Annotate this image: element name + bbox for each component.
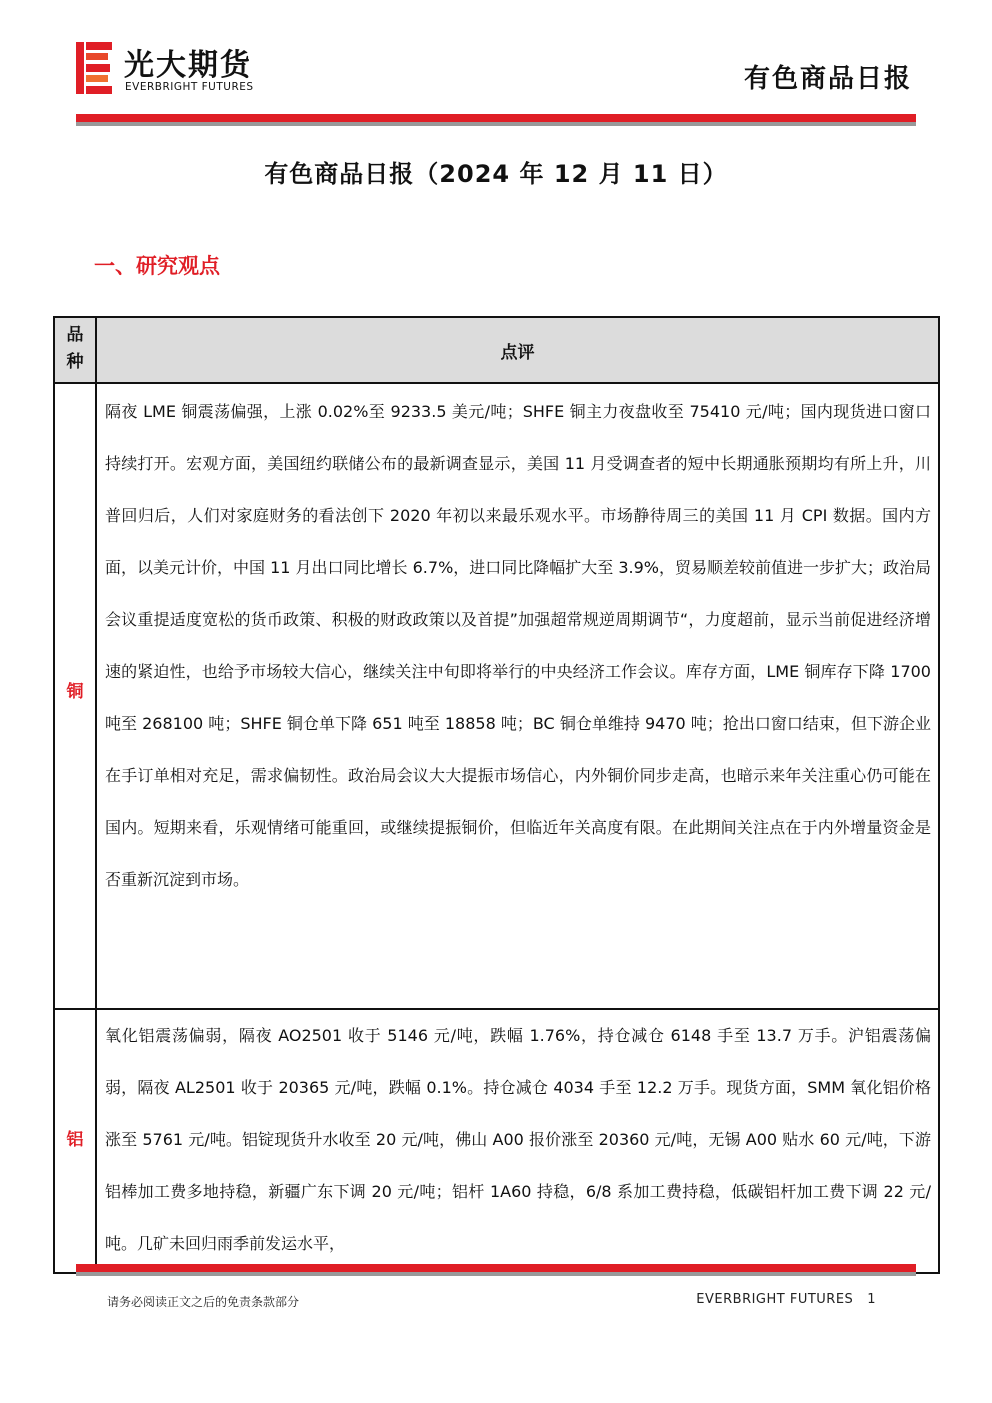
header-divider bbox=[76, 114, 916, 122]
everbright-logo-icon bbox=[76, 42, 112, 94]
table-row bbox=[55, 384, 938, 1010]
page-number: 1 bbox=[867, 1292, 876, 1307]
table-row bbox=[55, 1010, 938, 1272]
footer-company-page bbox=[696, 1292, 876, 1307]
header-category bbox=[55, 322, 95, 376]
column-divider bbox=[95, 318, 97, 1272]
company-logo bbox=[76, 40, 286, 100]
page-title: 有色商品日报（2024 年 12 月 11 日） bbox=[264, 160, 728, 188]
row-category-aluminum: 铝 bbox=[66, 1130, 84, 1150]
footer-company: EVERBRIGHT FUTURES bbox=[696, 1292, 854, 1307]
footer-divider-shadow bbox=[76, 1272, 916, 1276]
table-header-row bbox=[55, 318, 938, 384]
header-report-name: 有色商品日报 bbox=[743, 64, 912, 94]
row-comment-aluminum: 氧化铝震荡偏弱，隔夜 AO2501 收于 5146 元/吨，跌幅 1.76%，持仓减仓 6148 手至 13.7 万手。沪铝震荡偏弱，隔夜 AL2501 收于 20365 元/吨，跌幅 0.1%。持仓减仓 4034 手至 12.2 万手。现货方面，SMM 氧化铝价格涨至 5761 元/吨。铝锭现货升水收至 20 元/吨，佛山 A00 报价涨至 20360 元/吨，无锡 A00 贴水 60 元/吨，下游铝棒加工费多地持稳，新疆广东下调 20 元/吨；铝杆 1A60 持稳，6/8 系加工费持稳，低碳铝杆加工费下调 22 元/吨。几矿未回归雨季前发运水平， bbox=[105, 1026, 931, 1253]
row-category-copper: 铜 bbox=[66, 682, 84, 702]
footer-disclaimer: 请务必阅读正文之后的免责条款部分 bbox=[107, 1295, 300, 1309]
header-category-text: 品 种 bbox=[66, 325, 84, 372]
row-comment-copper: 隔夜 LME 铜震荡偏强，上涨 0.02%至 9233.5 美元/吨；SHFE 铜主力夜盘收至 75410 元/吨；国内现货进口窗口持续打开。宏观方面，美国纽约联储公布的最新调查显示，美国 11 月受调查者的短中长期通胀预期均有所上升，川普回归后，人们对家庭财务的看法创下 2020 年初以来最乐观水平。市场静待周三的美国 11 月 CPI 数据。国内方面，以美元计价，中国 11 月出口同比增长 6.7%，进口同比降幅扩大至 3.9%，贸易顺差较前值进一步扩大；政治局会议重提适度宽松的货币政策、积极的财政政策以及首提”加强超常规逆周期调节“，力度超前，显示当前促进经济增速的紧迫性，也给予市场较大信心，继续关注中旬即将举行的中央经济工作会议。库存方面，LME 铜库存下降 1700 吨至 268100 吨；SHFE 铜仓单下降 651 吨至 18858 吨；BC 铜仓单维持 9470 吨；抢出口窗口结束，但下游企业在手订单相对充足，需求偏韧性。政治局会议大大提振市场信心，内外铜价同步走高，也暗示来年关注重心仍可能在国内。短期来看，乐观情绪可能重回，或继续提振铜价，但临近年关高度有限。在此期间关注点在于内外增量资金是否重新沉淀到市场。 bbox=[105, 402, 932, 889]
footer-divider bbox=[76, 1264, 916, 1272]
header-divider-shadow bbox=[76, 122, 916, 126]
header-comment: 点评 bbox=[500, 343, 535, 363]
section-heading: 一、研究观点 bbox=[94, 254, 220, 278]
commentary-table bbox=[53, 316, 940, 1274]
logo-english-name: EVERBRIGHT FUTURES bbox=[125, 81, 254, 93]
logo-chinese-name: 光大期货 bbox=[124, 48, 252, 83]
